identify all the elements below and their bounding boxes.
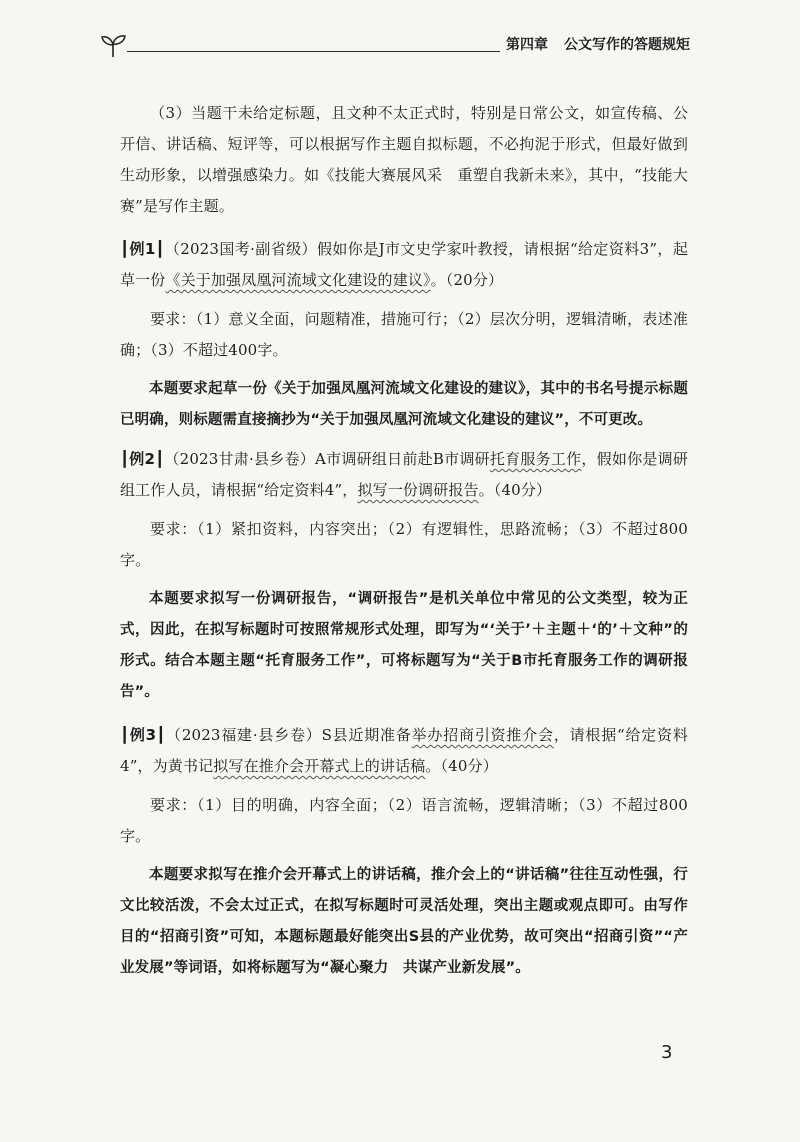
sprout-icon [99,31,127,59]
chapter-number: 第四章 [506,37,548,53]
chapter-title: 公文写作的答题规矩 [564,37,690,53]
example-3-marked-topic: 举办招商引资推介会 [411,726,554,744]
example-3-analysis: 本题要求拟写在推介会开幕式上的讲话稿，推介会上的“讲话稿”往往互动性强，行文比较活泼，不会太过正式，在拟写标题时可灵活处理，突出主题或观点即可。由写作目的“招商引资”可知，本题标题最好能突出S县的产业优势，故可突出“招商引资”“产业发展”等词语，如将标题写为“凝心聚力 共谋产业新发展”。 [120,867,688,976]
example-1-tag: ┃例1┃ [120,240,165,258]
page-body [120,98,688,992]
example-2-marked-topic: 托育服务工作 [489,450,582,468]
example-3-requirements: 要求：（1）目的明确，内容全面；（2）语言流畅，逻辑清晰；（3）不超过800字。 [120,796,688,845]
example-2-question: ┃例2┃（2023甘肃·县乡卷）A市调研组日前赴B市调研托育服务工作，假如你是调研组工作人员，请根据“给定资料4”，拟写一份调研报告。（40分） [120,450,688,499]
example-3-marked-task: 拟写在推介会开幕式上的讲话稿 [213,757,426,775]
example-2-tag: ┃例2┃ [120,450,165,468]
example-2-requirements: 要求：（1）紧扣资料，内容突出；（2）有逻辑性，思路流畅；（3）不超过800字。 [120,520,688,569]
paragraph-title-rule-3: （3）当题干未给定标题，且文种不太正式时，特别是日常公文，如宣传稿、公开信、讲话稿、短评等，可以根据写作主题自拟标题，不必拘泥于形式，但最好做到生动形象，以增强感染力。如《技能大赛展风采 重塑自我新未来》，其中，“技能大赛”是写作主题。 [120,104,688,215]
page-number: 3 [661,1042,673,1063]
example-1-requirements: 要求：（1）意义全面，问题精准，措施可行；（2）层次分明，逻辑清晰，表述准确；（3）不超过400字。 [120,310,688,359]
example-3-tag: ┃例3┃ [120,726,166,744]
example-1-question: ┃例1┃（2023国考·副省级）假如你是J市文史学家叶教授，请根据“给定资料3”，起草一份《关于加强凤凰河流域文化建设的建议》。（20分） [120,240,688,289]
running-header [500,34,690,54]
example-1-marked-title: 《关于加强凤凰河流域文化建设的建议》 [165,271,431,289]
example-3-question: ┃例3┃（2023福建·县乡卷）S县近期准备举办招商引资推介会，请根据“给定资料4”，为黄书记拟写在推介会开幕式上的讲话稿。（40分） [120,726,688,775]
example-2-marked-task: 拟写一份调研报告 [357,481,479,499]
example-2-analysis: 本题要求拟写一份调研报告，“调研报告”是机关单位中常见的公文类型，较为正式，因此，在拟写标题时可按照常规形式处理，即写为“‘关于’＋主题＋‘的’＋文种”的形式。结合本题主题“托育服务工作”，可将标题写为“关于B市托育服务工作的调研报告”。 [120,591,688,700]
example-1-analysis: 本题要求起草一份《关于加强凤凰河流域文化建设的建议》，其中的书名号提示标题已明确，则标题需直接摘抄为“关于加强凤凰河流域文化建设的建议”，不可更改。 [120,381,688,428]
